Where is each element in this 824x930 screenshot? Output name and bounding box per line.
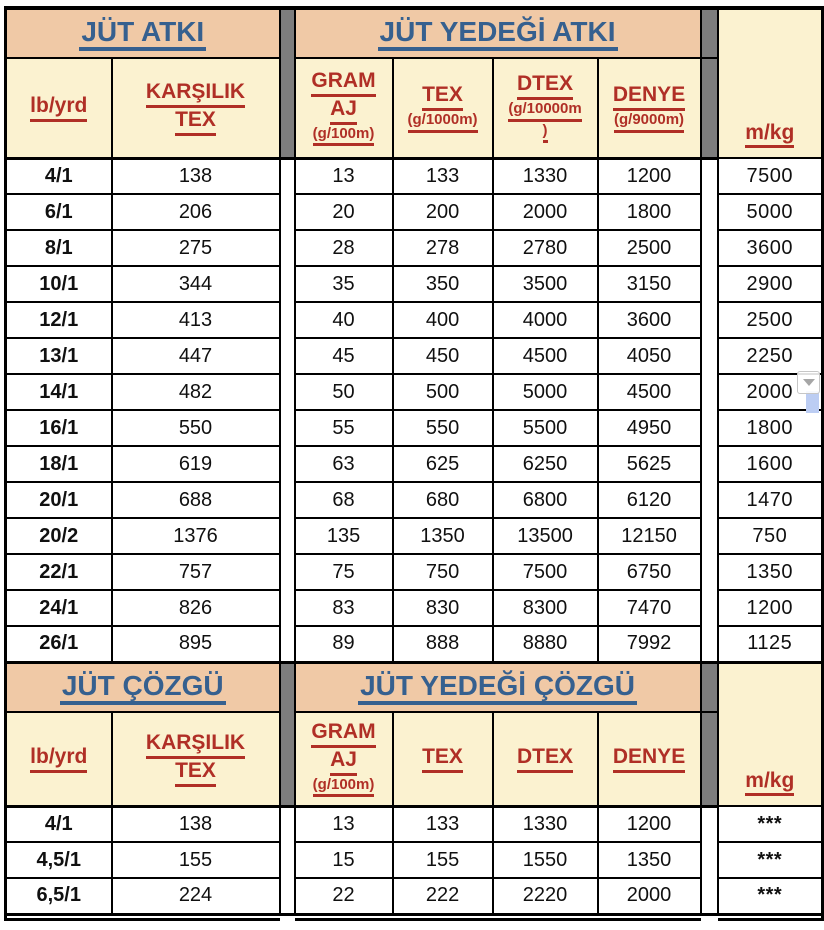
cell[interactable]: 13 bbox=[295, 806, 393, 842]
cell[interactable]: 13/1 bbox=[6, 338, 112, 374]
column-gutter bbox=[280, 914, 295, 919]
cell[interactable]: 1800 bbox=[718, 410, 823, 446]
cell[interactable]: 135 bbox=[295, 518, 393, 554]
cell[interactable]: 4050 bbox=[598, 338, 701, 374]
cell[interactable]: 680 bbox=[393, 482, 493, 518]
header-line: DTEX bbox=[517, 745, 573, 773]
table-row bbox=[6, 158, 823, 194]
column-gutter bbox=[280, 410, 295, 446]
column-gutter bbox=[701, 518, 718, 554]
table-row bbox=[6, 806, 823, 842]
column-gutter bbox=[280, 482, 295, 518]
cell[interactable]: 447 bbox=[112, 338, 280, 374]
cell[interactable]: 6120 bbox=[598, 482, 701, 518]
cell[interactable]: 2250 bbox=[718, 338, 823, 374]
cell[interactable]: *** bbox=[718, 878, 823, 914]
header-line: AJ bbox=[330, 748, 357, 776]
table-row bbox=[6, 266, 823, 302]
cell[interactable]: 888 bbox=[393, 626, 493, 662]
cell[interactable]: 20 bbox=[295, 194, 393, 230]
column-gutter bbox=[701, 230, 718, 266]
column-gutter bbox=[701, 158, 718, 194]
cell[interactable]: 3150 bbox=[598, 266, 701, 302]
table-row bbox=[6, 626, 823, 662]
cell[interactable]: 1125 bbox=[718, 626, 823, 662]
cell[interactable]: 895 bbox=[112, 626, 280, 662]
cell[interactable]: 2500 bbox=[718, 302, 823, 338]
cell[interactable]: 83 bbox=[295, 590, 393, 626]
column-gutter bbox=[280, 878, 295, 914]
column-gutter bbox=[701, 806, 718, 842]
column-gutter bbox=[280, 590, 295, 626]
cell[interactable]: 45 bbox=[295, 338, 393, 374]
cell bbox=[112, 914, 280, 919]
column-gutter bbox=[701, 554, 718, 590]
cell[interactable]: 450 bbox=[393, 338, 493, 374]
cell[interactable]: 138 bbox=[112, 158, 280, 194]
header-line: lb/yrd bbox=[30, 745, 87, 773]
cell[interactable]: 138 bbox=[112, 806, 280, 842]
cell[interactable]: 4/1 bbox=[6, 158, 112, 194]
cell[interactable]: 75 bbox=[295, 554, 393, 590]
cell[interactable]: 28 bbox=[295, 230, 393, 266]
cell[interactable]: 350 bbox=[393, 266, 493, 302]
column-gutter bbox=[701, 662, 718, 712]
cell[interactable]: 155 bbox=[112, 842, 280, 878]
cozgu-header-block bbox=[6, 662, 823, 806]
header-line: lb/yrd bbox=[30, 94, 87, 122]
section-title-jut-atki[interactable] bbox=[6, 8, 280, 58]
cell[interactable]: 2900 bbox=[718, 266, 823, 302]
column-gutter bbox=[280, 626, 295, 662]
cell[interactable]: 20/2 bbox=[6, 518, 112, 554]
header-line: DENYE bbox=[613, 745, 685, 773]
cell[interactable]: 22/1 bbox=[6, 554, 112, 590]
cell[interactable]: 16/1 bbox=[6, 410, 112, 446]
header-unit: (g/1000m) bbox=[408, 111, 478, 133]
header-line: TEX bbox=[175, 108, 216, 136]
cell[interactable]: 2000 bbox=[718, 374, 823, 410]
header-unit: (g/9000m) bbox=[614, 111, 684, 133]
cell[interactable]: 278 bbox=[393, 230, 493, 266]
col-header-mkg[interactable] bbox=[718, 8, 823, 158]
column-gutter bbox=[280, 266, 295, 302]
table-row bbox=[6, 410, 823, 446]
col-header-gramaj[interactable] bbox=[295, 712, 393, 806]
cell[interactable]: 4500 bbox=[598, 374, 701, 410]
col-header-lbyrd[interactable] bbox=[6, 58, 112, 158]
col-header-gramaj[interactable] bbox=[295, 58, 393, 158]
column-gutter bbox=[280, 518, 295, 554]
cell[interactable]: 1330 bbox=[493, 158, 598, 194]
cell[interactable]: 6250 bbox=[493, 446, 598, 482]
header-line: DENYE bbox=[613, 83, 685, 111]
cell[interactable]: 133 bbox=[393, 806, 493, 842]
spreadsheet-page bbox=[0, 6, 824, 930]
cell[interactable]: 5625 bbox=[598, 446, 701, 482]
section2-column-header-row bbox=[6, 712, 823, 806]
cell[interactable]: 2500 bbox=[598, 230, 701, 266]
cell[interactable]: *** bbox=[718, 806, 823, 842]
column-gutter bbox=[701, 58, 718, 158]
cell[interactable]: 7470 bbox=[598, 590, 701, 626]
column-gutter bbox=[280, 374, 295, 410]
cell[interactable]: 4950 bbox=[598, 410, 701, 446]
cell[interactable]: 1800 bbox=[598, 194, 701, 230]
header-line: DTEX bbox=[517, 72, 573, 100]
cell[interactable]: 222 bbox=[393, 878, 493, 914]
header-line: TEX bbox=[422, 83, 463, 111]
column-gutter bbox=[701, 374, 718, 410]
cell[interactable]: 15 bbox=[295, 842, 393, 878]
col-header-dtex[interactable] bbox=[493, 712, 598, 806]
column-gutter bbox=[701, 302, 718, 338]
header-line: TEX bbox=[175, 759, 216, 787]
cell[interactable]: 830 bbox=[393, 590, 493, 626]
cell[interactable]: 1470 bbox=[718, 482, 823, 518]
cell[interactable]: 7500 bbox=[718, 158, 823, 194]
scrollbar-thumb[interactable] bbox=[806, 391, 819, 413]
section-title-jut-yedegi-atki[interactable] bbox=[295, 8, 701, 58]
cell[interactable]: 24/1 bbox=[6, 590, 112, 626]
cell[interactable]: 500 bbox=[393, 374, 493, 410]
scrollbar bbox=[797, 371, 821, 415]
header-line: AJ bbox=[330, 97, 357, 125]
column-gutter bbox=[701, 878, 718, 914]
cell[interactable]: 1200 bbox=[718, 590, 823, 626]
cell[interactable]: 14/1 bbox=[6, 374, 112, 410]
cell[interactable]: 20/1 bbox=[6, 482, 112, 518]
chevron-down-icon bbox=[803, 379, 815, 386]
cell[interactable]: 1350 bbox=[393, 518, 493, 554]
column-gutter bbox=[280, 554, 295, 590]
column-gutter bbox=[701, 842, 718, 878]
cell[interactable]: 688 bbox=[112, 482, 280, 518]
atki-rows bbox=[6, 158, 823, 662]
cell[interactable]: 1200 bbox=[598, 158, 701, 194]
table-row bbox=[6, 194, 823, 230]
col-header-karsilik-tex[interactable] bbox=[112, 58, 280, 158]
header-unit: ) bbox=[543, 122, 548, 144]
table-row bbox=[6, 518, 823, 554]
cell[interactable]: 224 bbox=[112, 878, 280, 914]
column-gutter bbox=[701, 590, 718, 626]
col-header-karsilik-tex[interactable] bbox=[112, 712, 280, 806]
cell[interactable]: 413 bbox=[112, 302, 280, 338]
table-row bbox=[6, 590, 823, 626]
cell bbox=[598, 914, 701, 919]
column-gutter bbox=[280, 230, 295, 266]
header-unit: (g/100m) bbox=[313, 125, 375, 147]
cell bbox=[393, 914, 493, 919]
col-header-lbyrd[interactable] bbox=[6, 712, 112, 806]
cell[interactable]: 155 bbox=[393, 842, 493, 878]
table-row bbox=[6, 338, 823, 374]
column-gutter bbox=[280, 194, 295, 230]
column-gutter bbox=[280, 842, 295, 878]
cell[interactable]: 22 bbox=[295, 878, 393, 914]
section-title-text: JÜT YEDEĞİ ATKI bbox=[378, 17, 618, 51]
column-gutter bbox=[280, 338, 295, 374]
cozgu-rows bbox=[6, 806, 823, 914]
column-gutter bbox=[280, 302, 295, 338]
cell[interactable]: 35 bbox=[295, 266, 393, 302]
col-header-tex[interactable] bbox=[393, 712, 493, 806]
section-title-text: JÜT ÇÖZGÜ bbox=[60, 671, 226, 705]
cell[interactable]: 68 bbox=[295, 482, 393, 518]
header-line: KARŞILIK bbox=[146, 80, 245, 108]
section1-title-row bbox=[6, 8, 823, 58]
cell[interactable]: 10/1 bbox=[6, 266, 112, 302]
column-gutter bbox=[701, 8, 718, 58]
column-gutter bbox=[280, 58, 295, 158]
cell[interactable]: 1200 bbox=[598, 806, 701, 842]
table-row bbox=[6, 446, 823, 482]
cell bbox=[295, 914, 393, 919]
column-gutter bbox=[701, 194, 718, 230]
section-title-jut-cozgu[interactable] bbox=[6, 662, 280, 712]
column-gutter bbox=[280, 712, 295, 806]
cell[interactable]: 1350 bbox=[598, 842, 701, 878]
column-gutter bbox=[280, 158, 295, 194]
cell[interactable]: 5000 bbox=[493, 374, 598, 410]
table-row bbox=[6, 842, 823, 878]
column-gutter bbox=[701, 914, 718, 919]
column-gutter bbox=[280, 446, 295, 482]
cell[interactable]: 1330 bbox=[493, 806, 598, 842]
cell[interactable]: 757 bbox=[112, 554, 280, 590]
cell[interactable]: 8/1 bbox=[6, 230, 112, 266]
table-row bbox=[6, 230, 823, 266]
col-header-denye[interactable] bbox=[598, 712, 701, 806]
cell[interactable]: 2220 bbox=[493, 878, 598, 914]
header-unit: (g/100m) bbox=[313, 776, 375, 798]
col-header-dtex[interactable] bbox=[493, 58, 598, 158]
cell[interactable]: 6800 bbox=[493, 482, 598, 518]
cell[interactable]: 344 bbox=[112, 266, 280, 302]
mkg-label: m/kg bbox=[745, 769, 794, 796]
cell[interactable]: 206 bbox=[112, 194, 280, 230]
col-header-mkg[interactable] bbox=[718, 662, 823, 806]
cell[interactable]: 2000 bbox=[493, 194, 598, 230]
cutoff-block bbox=[6, 914, 823, 919]
header-line: GRAM bbox=[311, 69, 375, 97]
column-gutter bbox=[701, 266, 718, 302]
cell[interactable]: 482 bbox=[112, 374, 280, 410]
cell[interactable]: 50 bbox=[295, 374, 393, 410]
cell[interactable]: 750 bbox=[718, 518, 823, 554]
cell[interactable]: 12150 bbox=[598, 518, 701, 554]
cell[interactable]: 7500 bbox=[493, 554, 598, 590]
section2-title-row bbox=[6, 662, 823, 712]
section1-column-header-row bbox=[6, 58, 823, 158]
cell[interactable]: *** bbox=[718, 842, 823, 878]
cell[interactable]: 550 bbox=[393, 410, 493, 446]
cell[interactable]: 4500 bbox=[493, 338, 598, 374]
cell[interactable]: 3600 bbox=[718, 230, 823, 266]
cell[interactable]: 13500 bbox=[493, 518, 598, 554]
header-line: TEX bbox=[422, 745, 463, 773]
cell[interactable]: 619 bbox=[112, 446, 280, 482]
cell[interactable]: 1600 bbox=[718, 446, 823, 482]
header-unit: (g/10000m bbox=[508, 100, 581, 122]
cell bbox=[6, 914, 112, 919]
cell[interactable]: 826 bbox=[112, 590, 280, 626]
cell[interactable]: 6750 bbox=[598, 554, 701, 590]
cell[interactable]: 4000 bbox=[493, 302, 598, 338]
cell[interactable]: 750 bbox=[393, 554, 493, 590]
atki-header-block bbox=[6, 8, 823, 158]
cell[interactable]: 550 bbox=[112, 410, 280, 446]
cell[interactable]: 8300 bbox=[493, 590, 598, 626]
cell[interactable]: 4,5/1 bbox=[6, 842, 112, 878]
cell[interactable]: 7992 bbox=[598, 626, 701, 662]
cell[interactable]: 89 bbox=[295, 626, 393, 662]
cell bbox=[718, 914, 823, 919]
cell[interactable]: 3500 bbox=[493, 266, 598, 302]
cell[interactable]: 400 bbox=[393, 302, 493, 338]
column-gutter bbox=[701, 626, 718, 662]
cell[interactable]: 1350 bbox=[718, 554, 823, 590]
column-gutter bbox=[280, 806, 295, 842]
cell[interactable]: 275 bbox=[112, 230, 280, 266]
cell[interactable]: 26/1 bbox=[6, 626, 112, 662]
table-row bbox=[6, 482, 823, 518]
cell[interactable]: 13 bbox=[295, 158, 393, 194]
table-row bbox=[6, 374, 823, 410]
column-gutter bbox=[701, 338, 718, 374]
cell[interactable]: 6/1 bbox=[6, 194, 112, 230]
cell[interactable]: 2780 bbox=[493, 230, 598, 266]
cell[interactable]: 133 bbox=[393, 158, 493, 194]
cell[interactable]: 3600 bbox=[598, 302, 701, 338]
column-gutter bbox=[280, 662, 295, 712]
cell[interactable]: 6,5/1 bbox=[6, 878, 112, 914]
section-title-text: JÜT YEDEĞİ ÇÖZGÜ bbox=[358, 671, 637, 705]
header-line: GRAM bbox=[311, 720, 375, 748]
col-header-denye[interactable] bbox=[598, 58, 701, 158]
cell[interactable]: 5000 bbox=[718, 194, 823, 230]
cell[interactable]: 63 bbox=[295, 446, 393, 482]
table-row bbox=[6, 878, 823, 914]
partial-row bbox=[6, 914, 823, 919]
column-gutter bbox=[701, 446, 718, 482]
cell[interactable]: 4/1 bbox=[6, 806, 112, 842]
cell[interactable]: 2000 bbox=[598, 878, 701, 914]
jute-conversion-table bbox=[4, 6, 824, 921]
scroll-down-button[interactable] bbox=[797, 371, 820, 394]
cell[interactable]: 55 bbox=[295, 410, 393, 446]
cell[interactable]: 12/1 bbox=[6, 302, 112, 338]
cell[interactable]: 8880 bbox=[493, 626, 598, 662]
cell[interactable]: 200 bbox=[393, 194, 493, 230]
header-line: KARŞILIK bbox=[146, 731, 245, 759]
cell[interactable]: 5500 bbox=[493, 410, 598, 446]
section-title-text: JÜT ATKI bbox=[79, 17, 206, 51]
table-row bbox=[6, 302, 823, 338]
cell[interactable]: 625 bbox=[393, 446, 493, 482]
cell[interactable]: 18/1 bbox=[6, 446, 112, 482]
column-gutter bbox=[701, 410, 718, 446]
table-row bbox=[6, 554, 823, 590]
column-gutter bbox=[280, 8, 295, 58]
col-header-tex[interactable] bbox=[393, 58, 493, 158]
cell[interactable]: 40 bbox=[295, 302, 393, 338]
column-gutter bbox=[701, 482, 718, 518]
cell[interactable]: 1376 bbox=[112, 518, 280, 554]
column-gutter bbox=[701, 712, 718, 806]
cell bbox=[493, 914, 598, 919]
mkg-label: m/kg bbox=[745, 121, 794, 148]
section-title-jut-yedegi-cozgu[interactable] bbox=[295, 662, 701, 712]
cell[interactable]: 1550 bbox=[493, 842, 598, 878]
